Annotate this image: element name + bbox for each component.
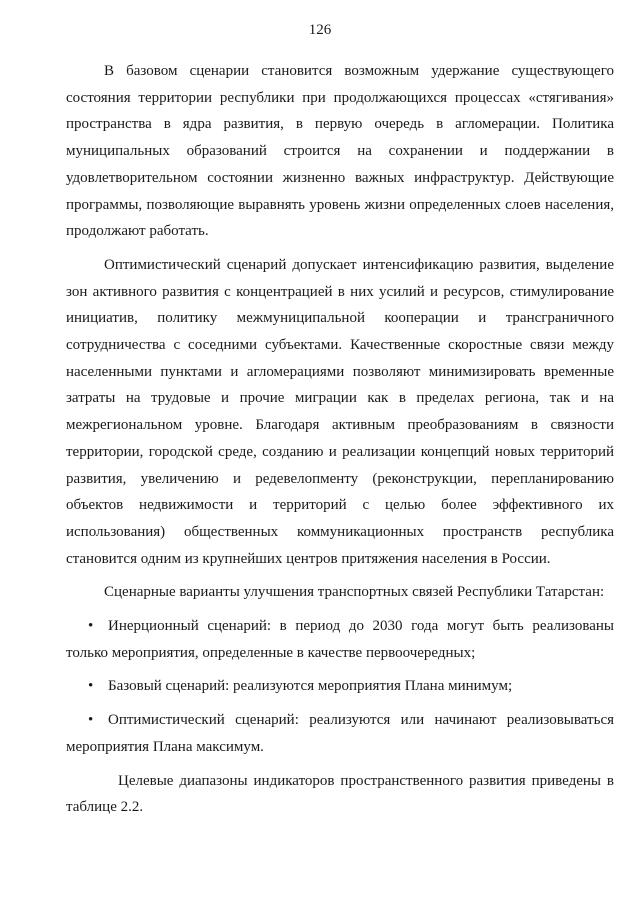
- paragraph-optimistic-scenario: Оптимистический сценарий допускает интенсификацию развития, выделение зон активного развития с концентрацией в них усилий и ресурсов, стимулирование инициатив, политику межмуниципальной кооперации и трансграничного сотрудничества с соседними субъектами. Качественные скоростные связи между населенными пунктами и агломерациями позволяют минимизировать временные затраты на трудовые и прочие миграции как в пределах региона, так и на межрегиональном уровне. Благодаря активным преобразованиям в связности территории, городской среде, созданию и реализации концепций новых территорий развития, увеличению и редевелопменту (реконструкции, перепланированию объектов недвижимости и территорий с целью более эффективного их использования) общественных коммуникационных пространств республика становится одним из крупнейших центров притяжения населения в России.: [66, 256, 614, 567]
- list-item-text: Оптимистический сценарий: реализуются или начинают реализовываться мероприятия Плана максимум.: [66, 712, 614, 755]
- paragraph-transport-variants: Сценарные варианты улучшения транспортных связей Республики Татарстан:: [104, 584, 605, 601]
- list-item-text: Инерционный сценарий: в период до 2030 года могут быть реализованы только мероприятия, определенные в качестве первоочередных;: [66, 618, 614, 661]
- bullet-marker: •: [88, 618, 94, 635]
- list-item-base: [66, 673, 614, 700]
- page-number: 126: [308, 22, 332, 38]
- list-item-text: Базовый сценарий: реализуются мероприятия Плана минимум;: [108, 678, 513, 695]
- document-body: [66, 58, 614, 821]
- list-item-optimistic: [66, 707, 614, 760]
- paragraph-target-ranges: Целевые диапазоны индикаторов пространственного развития приведены в таблице 2.2.: [66, 772, 614, 816]
- paragraph-base-scenario: В базовом сценарии становится возможным удержание существующего состояния территории республики при продолжающихся процессах «стягивания» пространства в ядра развития, в первую очередь в агломерации. Политика муниципальных образований строится на сохранении и поддержании в удовлетворительном состоянии жизненно важных инфраструктур. Действующие программы, позволяющие выравнять уровень жизни определенных слоев населения, продолжают работать.: [66, 63, 614, 240]
- list-item-inertial: [66, 613, 614, 666]
- bullet-marker: •: [88, 712, 94, 729]
- bullet-marker: •: [88, 678, 94, 695]
